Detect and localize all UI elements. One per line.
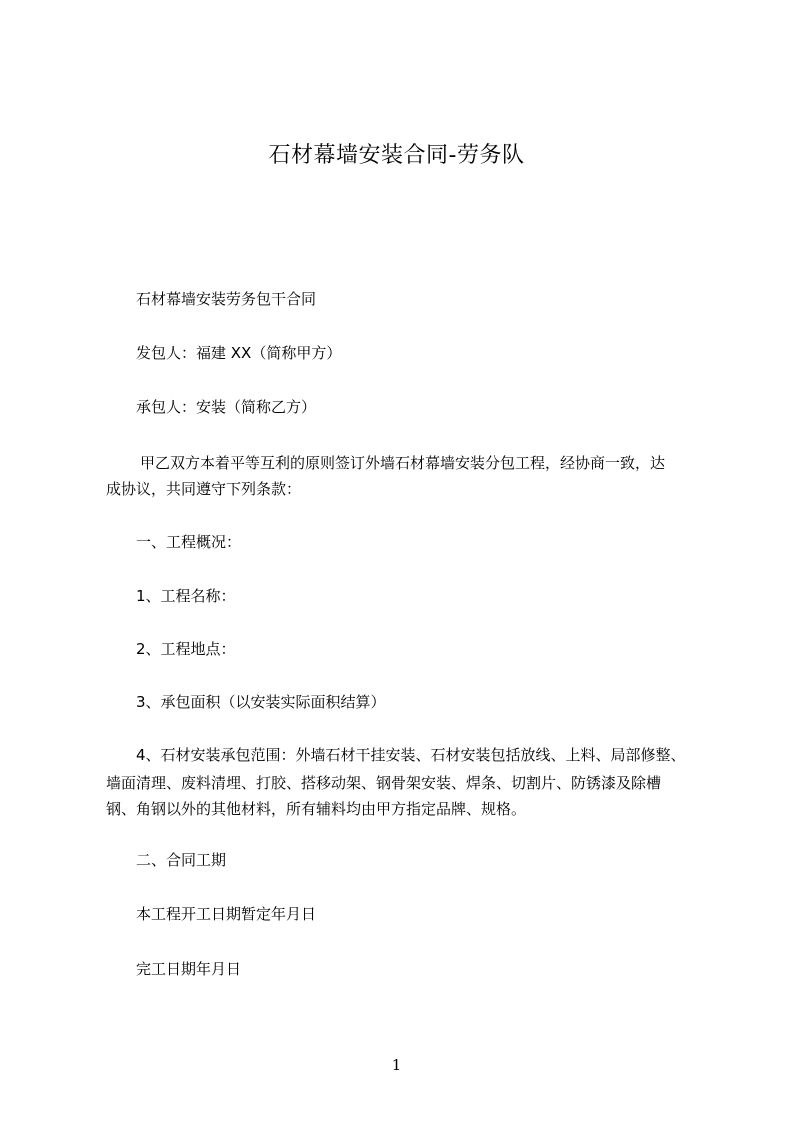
scope-line: 钢、角钢以外的其他材料，所有辅料均由甲方指定品牌、规格。 (106, 800, 527, 818)
party-a-paragraph: 发包人：福建 XX（简称甲方） (136, 344, 342, 362)
start-date-paragraph: 本工程开工日期暂定年月日 (136, 905, 317, 923)
preamble-paragraph-continued (106, 476, 301, 502)
contract-name-paragraph: 石材幕墙安装劳务包干合同 (136, 290, 317, 308)
list-item-contract-area: 3、承包面积（以安装实际面积结算） (136, 693, 386, 711)
list-item-project-location: 2、工程地点： (136, 640, 236, 658)
list-item-scope-continued (106, 770, 661, 822)
party-b-paragraph: 承包人：安装（简称乙方） (136, 398, 317, 416)
page-number: 1 (391, 1056, 402, 1074)
scope-line: 4、石材安装承包范围：外墙石材干挂安装、石材安装包括放线、上料、局部修整、 (136, 746, 686, 764)
preamble-line: 成协议，共同遵守下列条款： (106, 480, 302, 498)
section-heading-schedule: 二、合同工期 (136, 851, 227, 869)
scope-line: 墙面清理、废料清埋、打胶、搭移动架、钢骨架安装、焊条、切割片、防锈漆及除槽 (106, 774, 662, 792)
end-date-paragraph: 完工日期年月日 (136, 960, 242, 978)
preamble-line: 甲乙双方本着平等互利的原则签订外墙石材幕墙安装分包工程，经协商一致，达 (140, 454, 666, 472)
section-heading-overview: 一、工程概况： (136, 533, 242, 551)
document-title: 石材幕墙安装合同-劳务队 (268, 143, 525, 168)
list-item-scope (136, 742, 686, 768)
preamble-paragraph (140, 450, 665, 476)
list-item-project-name: 1、工程名称： (136, 587, 236, 605)
